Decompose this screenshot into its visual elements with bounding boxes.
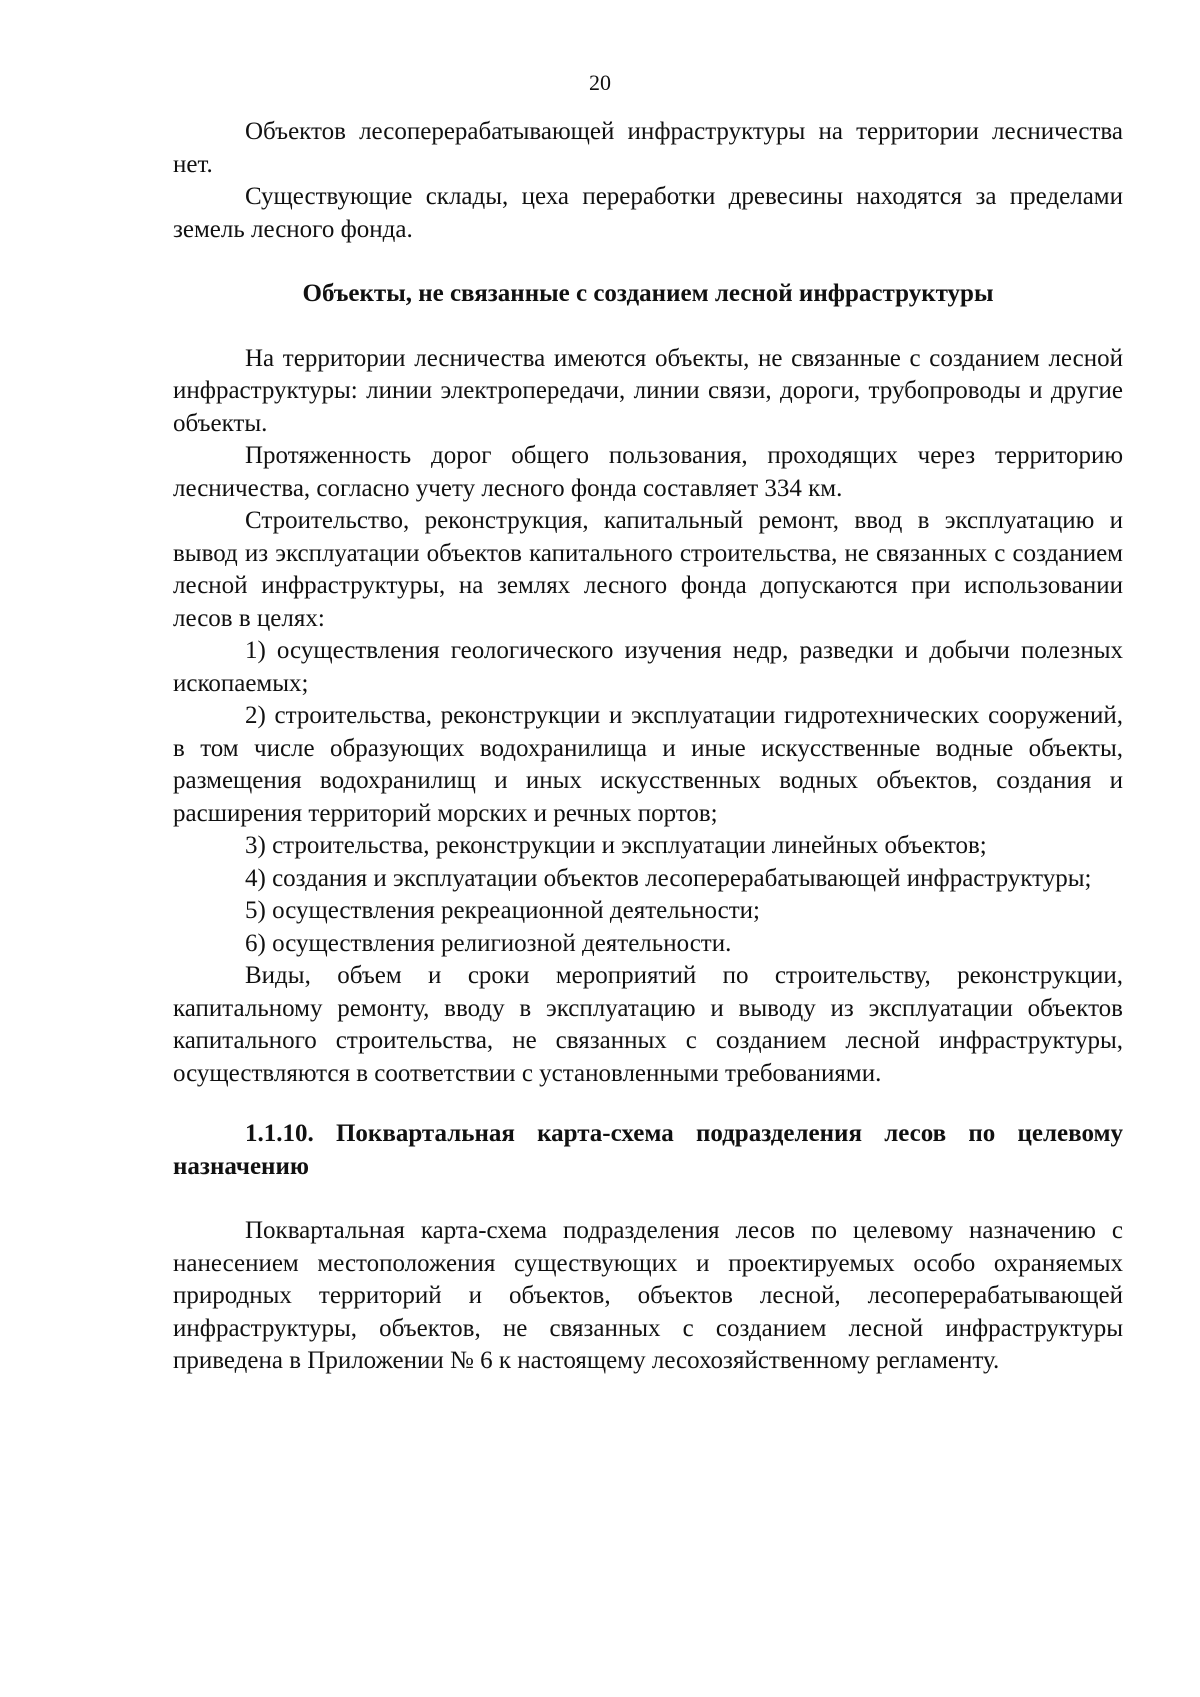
spacer — [173, 246, 1123, 278]
section-heading: Объекты, не связанные с созданием лесной инфраструктуры — [302, 280, 994, 307]
spacer — [173, 1183, 1123, 1215]
section-heading-numbered: 1.1.10. Поквартальная карта-схема подразделения лесов по целевому назначению — [173, 1120, 1123, 1180]
list-item: 1) осуществления геологического изучения недр, разведки и добычи полезных ископаемых; — [173, 637, 1123, 697]
spacer — [173, 1090, 1123, 1118]
page-content — [173, 116, 1123, 1378]
paragraph: Строительство, реконструкция, капитальный ремонт, ввод в эксплуатацию и вывод из эксплуатации объектов капитального строительства, не связанных с созданием лесной инфраструктуры, на землях лесного фонда допускаются при использовании лесов в целях: — [173, 507, 1123, 632]
list-item: 3) строительства, реконструкции и эксплуатации линейных объектов; — [245, 832, 987, 859]
list-item: 2) строительства, реконструкции и эксплуатации гидротехнических сооружений, в том числе образующих водохранилища и иные искусственные водные объекты, размещения водохранилищ и иных искусственных водных объектов, создания и расширения территорий морских и речных портов; — [173, 702, 1123, 827]
paragraph: Существующие склады, цеха переработки древесины находятся за пределами земель лесного фонда. — [173, 183, 1123, 243]
list-item: 5) осуществления рекреационной деятельности; — [245, 897, 760, 924]
spacer — [173, 311, 1123, 343]
list-item: 4) создания и эксплуатации объектов лесоперерабатывающей инфраструктуры; — [245, 864, 1092, 892]
page-number: 20 — [589, 70, 611, 95]
paragraph: Протяженность дорог общего пользования, проходящих через территорию лесничества, согласно учету лесного фонда составляет 334 км. — [173, 442, 1123, 502]
paragraph: Поквартальная карта-схема подразделения лесов по целевому назначению с нанесением местоположения существующих и проектируемых особо охраняемых природных территорий и объектов, объектов лесной, лесоперерабатывающей инфраструктуры, объектов, не связанных с созданием лесной инфраструктуры приведена в Приложении № 6 к настоящему лесохозяйственному регламенту. — [173, 1217, 1123, 1374]
paragraph: На территории лесничества имеются объекты, не связанные с созданием лесной инфраструктуры: линии электропередачи, линии связи, дороги, трубопроводы и другие объекты. — [173, 344, 1123, 437]
list-item: 6) осуществления религиозной деятельности. — [245, 929, 732, 957]
paragraph: Объектов лесоперерабатывающей инфраструктуры на территории лесничества нет. — [173, 118, 1123, 178]
paragraph: Виды, объем и сроки мероприятий по строительству, реконструкции, капитальному ремонту, вводу в эксплуатацию и выводу из эксплуатации объектов капитального строительства, не связанных с созданием лесной инфраструктуры, осуществляются в соответствии с установленными требованиями. — [173, 962, 1123, 1087]
